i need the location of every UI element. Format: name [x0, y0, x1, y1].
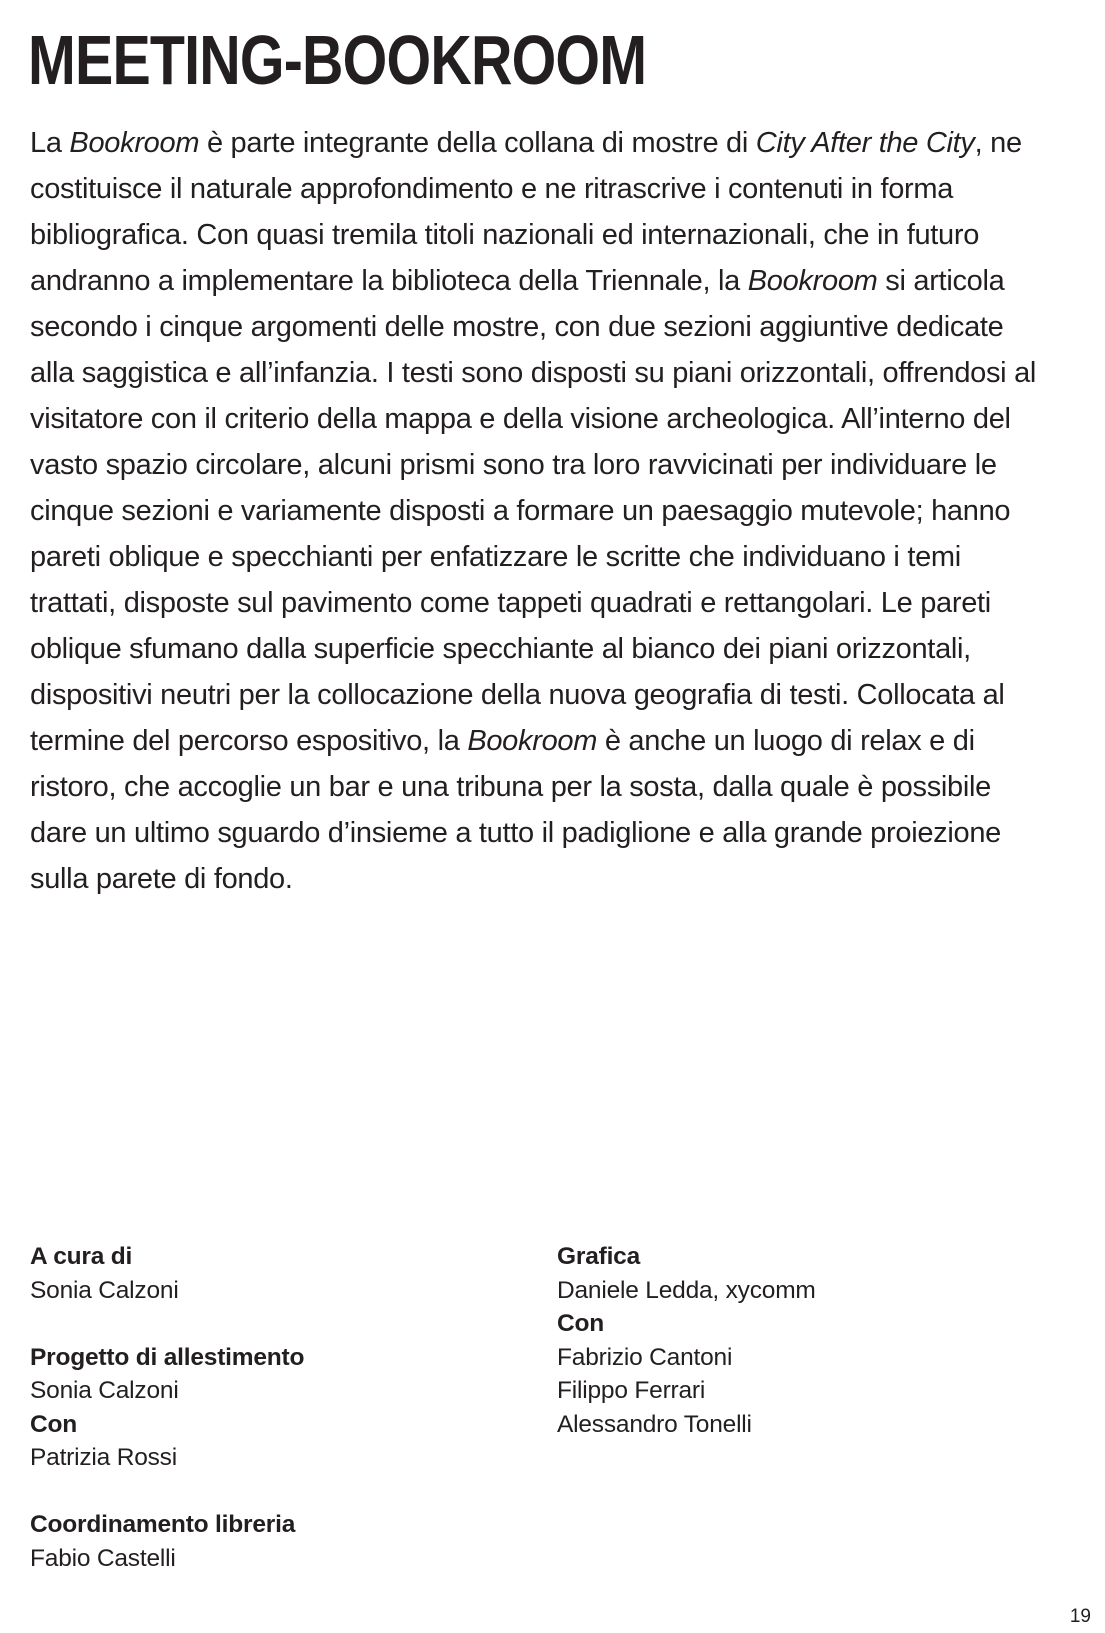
body-text-run: è anche un luogo di relax e di ristoro, che accoglie un bar e una tribuna per la sosta, dalla quale è possibile dare un ultimo sguardo d’insieme a tutto il padiglione e alla grande proiezione sulla parete di fondo. — [30, 725, 1001, 895]
credits-left-column — [30, 1240, 530, 1609]
body-italic-city-after-the-city: City After the City — [755, 127, 975, 159]
credit-group-graphics — [557, 1240, 1057, 1441]
page-title: MEETING-BOOKROOM — [28, 21, 647, 99]
credit-person-name: Fabio Castelli — [30, 1544, 176, 1572]
credit-person-name: Sonia Calzoni — [30, 1276, 179, 1304]
credit-role-label: Con — [557, 1310, 605, 1337]
credit-role-label: A cura di — [30, 1243, 133, 1270]
body-paragraph — [30, 120, 1040, 902]
credit-role-label: Grafica — [557, 1243, 641, 1270]
body-italic-bookroom: Bookroom — [467, 725, 598, 757]
credit-group-bookshop-coordination — [30, 1508, 530, 1575]
credit-role-label: Coordinamento libreria — [30, 1511, 296, 1538]
credits-right-column — [557, 1240, 1057, 1475]
credit-group-exhibition-design — [30, 1341, 530, 1475]
body-text-run: , ne costituisce il naturale approfondimento e ne ritrascrive i contenuti in forma bibliografica. Con quasi tremila titoli nazionali ed internazionali, che in futuro andranno a implementare la biblioteca della Triennale, la — [30, 127, 1022, 297]
credit-person-name: Daniele Ledda, xycomm — [557, 1276, 816, 1304]
credit-role-label: Con — [30, 1410, 78, 1438]
body-text-run: si articola secondo i cinque argomenti delle mostre, con due sezioni aggiuntive dedicate alla saggistica e all’infanzia. I testi sono disposti su piani orizzontali, offrendosi al visitatore con il criterio della mappa e della visione archeologica. All’interno del vasto spazio circolare, alcuni prismi sono tra loro ravvicinati per individuare le cinque sezioni e variamente disposti a formare un paesaggio mutevole; hanno pareti oblique e specchianti per enfatizzare le scritte che individuano i temi trattati, disposte sul pavimento come tappeti quadrati e rettangolari. Le pareti oblique sfumano dalla superficie specchiante al bianco dei piani orizzontali, dispositivi neutri per la collocazione della nuova geografia di testi. Collocata al termine del percorso espositivo, la — [30, 265, 1037, 757]
credit-person-name: Patrizia Rossi — [30, 1444, 177, 1471]
body-italic-bookroom: Bookroom — [69, 127, 200, 159]
credit-role-label: Progetto di allestimento — [30, 1343, 305, 1371]
credit-person-name: Fabrizio Cantoni — [557, 1343, 733, 1371]
body-text-run: è parte integrante della collana di mostre di — [199, 127, 756, 159]
credit-person-name: Filippo Ferrari — [557, 1377, 706, 1404]
body-text-run: La — [30, 127, 70, 159]
credit-person-name: Alessandro Tonelli — [557, 1410, 752, 1438]
credit-group-curator — [30, 1240, 530, 1307]
page-number: 19 — [1069, 1606, 1091, 1627]
body-italic-bookroom: Bookroom — [747, 265, 878, 297]
credit-person-name: Sonia Calzoni — [30, 1377, 179, 1404]
